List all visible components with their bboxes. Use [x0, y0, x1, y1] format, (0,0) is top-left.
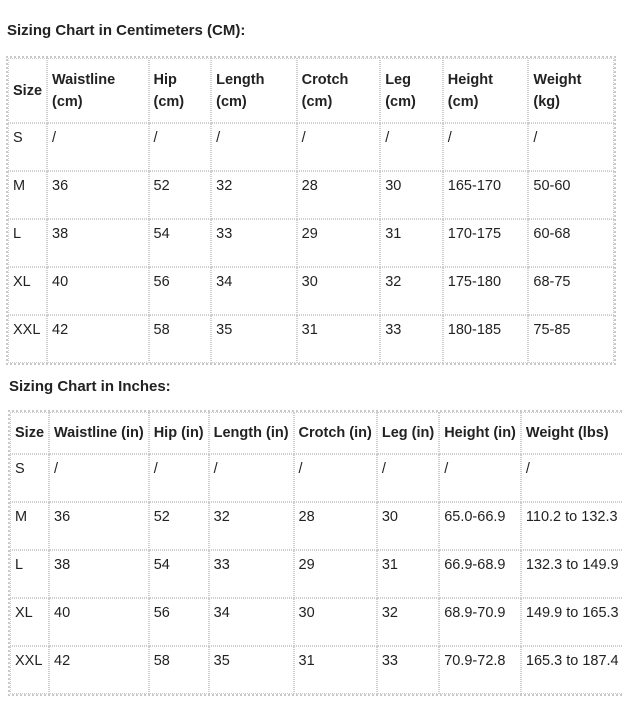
inch-chart-title: Sizing Chart in Inches: [9, 378, 171, 395]
cm-chart-title: Sizing Chart in Centimeters (CM): [7, 22, 246, 39]
table-cell: 34 [211, 267, 297, 315]
table-row [10, 550, 623, 598]
table-cell: 165.3 to 187.4 [521, 646, 623, 694]
size-cell: S [10, 454, 49, 502]
table-cell: 42 [49, 646, 149, 694]
table-cell: / [521, 454, 623, 502]
table-cell: 35 [209, 646, 294, 694]
header-cell: Waistline (cm) [47, 58, 149, 123]
size-cell: L [8, 219, 47, 267]
header-cell: Weight (kg) [528, 58, 614, 123]
table-cell: 32 [380, 267, 443, 315]
table-cell: / [439, 454, 521, 502]
table-cell: / [209, 454, 294, 502]
table-cell: 58 [149, 646, 209, 694]
table-cell: 40 [49, 598, 149, 646]
table-cell: 36 [49, 502, 149, 550]
table-cell: 38 [49, 550, 149, 598]
header-cell: Length (in) [209, 412, 294, 454]
table-cell: 30 [297, 267, 381, 315]
table-cell: 30 [294, 598, 377, 646]
table-cell: 50-60 [528, 171, 614, 219]
table-cell: 60-68 [528, 219, 614, 267]
table-cell: 31 [380, 219, 443, 267]
table-cell: 33 [380, 315, 443, 363]
table-cell: / [443, 123, 529, 171]
table-cell: 29 [297, 219, 381, 267]
table-cell: 31 [377, 550, 439, 598]
table-cell: 35 [211, 315, 297, 363]
table-cell: 75-85 [528, 315, 614, 363]
table-cell: 54 [149, 219, 212, 267]
table-cell: 170-175 [443, 219, 529, 267]
table-cell: 31 [294, 646, 377, 694]
table-cell: 175-180 [443, 267, 529, 315]
table-cell: 28 [297, 171, 381, 219]
table-header-row [10, 412, 623, 454]
table-cell: 30 [380, 171, 443, 219]
table-cell: 52 [149, 502, 209, 550]
table-cell: 40 [47, 267, 149, 315]
header-cell: Weight (lbs) [521, 412, 623, 454]
table-cell: 180-185 [443, 315, 529, 363]
table-cell: 30 [377, 502, 439, 550]
table-cell: 132.3 to 149.9 [521, 550, 623, 598]
header-cell: Height (cm) [443, 58, 529, 123]
table-row [8, 171, 614, 219]
table-cell: 32 [377, 598, 439, 646]
size-cell: S [8, 123, 47, 171]
header-cell: Leg (cm) [380, 58, 443, 123]
table-row [10, 598, 623, 646]
table-row [8, 267, 614, 315]
table-cell: / [149, 123, 212, 171]
table-cell: 54 [149, 550, 209, 598]
table-cell: 52 [149, 171, 212, 219]
header-cell: Leg (in) [377, 412, 439, 454]
table-row [10, 454, 623, 502]
table-cell: 42 [47, 315, 149, 363]
table-cell: 56 [149, 598, 209, 646]
table-cell: / [294, 454, 377, 502]
table-cell: 33 [209, 550, 294, 598]
table-cell: 66.9-68.9 [439, 550, 521, 598]
size-cell: XXL [8, 315, 47, 363]
cm-size-table [6, 56, 616, 365]
header-cell: Crotch (cm) [297, 58, 381, 123]
table-cell: 68-75 [528, 267, 614, 315]
header-cell: Hip (cm) [149, 58, 212, 123]
header-cell: Height (in) [439, 412, 521, 454]
table-cell: / [149, 454, 209, 502]
table-cell: 149.9 to 165.3 [521, 598, 623, 646]
table-cell: 34 [209, 598, 294, 646]
table-cell: / [380, 123, 443, 171]
header-cell: Crotch (in) [294, 412, 377, 454]
header-cell: Waistline (in) [49, 412, 149, 454]
table-cell: / [528, 123, 614, 171]
table-cell: 165-170 [443, 171, 529, 219]
table-header-row [8, 58, 614, 123]
table-cell: 33 [377, 646, 439, 694]
size-cell: XXL [10, 646, 49, 694]
table-cell: 28 [294, 502, 377, 550]
size-cell: L [10, 550, 49, 598]
table-cell: 32 [209, 502, 294, 550]
table-cell: 32 [211, 171, 297, 219]
table-cell: / [49, 454, 149, 502]
table-cell: 68.9-70.9 [439, 598, 521, 646]
header-cell: Length (cm) [211, 58, 297, 123]
table-cell: 36 [47, 171, 149, 219]
table-cell: 38 [47, 219, 149, 267]
table-cell: 58 [149, 315, 212, 363]
table-cell: / [211, 123, 297, 171]
table-row [8, 315, 614, 363]
size-cell: XL [8, 267, 47, 315]
table-row [10, 646, 623, 694]
table-cell: 31 [297, 315, 381, 363]
inch-size-table [8, 410, 623, 696]
table-cell: 29 [294, 550, 377, 598]
table-cell: 33 [211, 219, 297, 267]
size-cell: XL [10, 598, 49, 646]
table-row [8, 219, 614, 267]
table-cell: 56 [149, 267, 212, 315]
table-cell: 110.2 to 132.3 [521, 502, 623, 550]
size-cell: M [10, 502, 49, 550]
header-cell: Size [10, 412, 49, 454]
table-cell: / [377, 454, 439, 502]
table-cell: / [297, 123, 381, 171]
table-row [10, 502, 623, 550]
header-cell: Size [8, 58, 47, 123]
size-cell: M [8, 171, 47, 219]
header-cell: Hip (in) [149, 412, 209, 454]
table-row [8, 123, 614, 171]
table-cell: 70.9-72.8 [439, 646, 521, 694]
table-cell: / [47, 123, 149, 171]
table-cell: 65.0-66.9 [439, 502, 521, 550]
